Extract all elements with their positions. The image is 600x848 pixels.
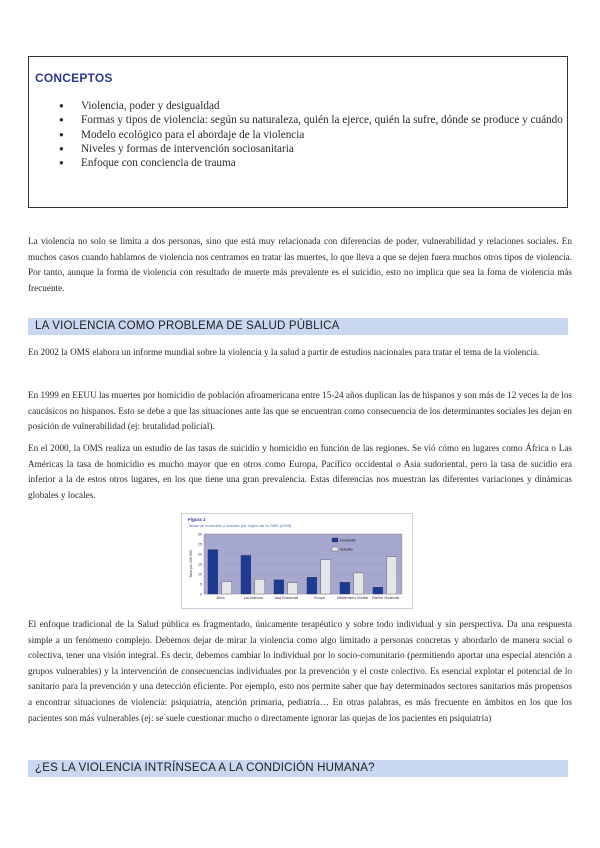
section-heading-salud-publica: LA VIOLENCIA COMO PROBLEMA DE SALUD PÚBLICA	[28, 318, 568, 335]
chart-subtitle: Tasas de homicidio y suicidio por región de la OMS (2000)	[188, 523, 292, 528]
paragraph-oms-2002: En 2002 la OMS elabora un informe mundial sobre la violencia y la salud a partir de estudios nacionales para tratar el tema de la violencia.	[28, 347, 540, 357]
list-item: ● Violencia, poder y desigualdad	[69, 99, 569, 113]
bar-homicidio	[373, 587, 383, 594]
legend-label: Suicidio	[340, 547, 353, 552]
bar-homicidio	[208, 550, 218, 594]
x-tick-label: Asia Sudoriental	[274, 596, 299, 600]
concepts-title: CONCEPTOS	[35, 71, 113, 85]
chart-svg	[182, 514, 412, 608]
bar-suicidio	[288, 583, 298, 594]
list-item: ● Enfoque con conciencia de trauma	[69, 156, 569, 170]
y-tick-label: 25	[198, 542, 202, 547]
concepts-list	[49, 99, 569, 170]
bar-suicidio	[387, 557, 397, 594]
bar-suicidio	[354, 573, 364, 594]
x-tick-label: Mediterráneo Oriental	[337, 596, 368, 600]
concepts-box	[28, 56, 568, 208]
bar-suicidio	[321, 560, 331, 594]
section-heading-condicion-humana: ¿ES LA VIOLENCIA INTRÍNSECA A LA CONDICIÓN HUMANA?	[28, 760, 568, 777]
list-item: ● Modelo ecológico para el abordaje de la violencia	[69, 128, 569, 142]
paragraph-eeuu-1999: En 1999 en EEUU las muertes por homicidio de población afroamericana entre 15-24 años duplican las de hispanos y son más de 12 veces la de los caucásicos no hispanos. Esto se debe a que las situaciones ante las que se encuentran como consecuencia de los determinantes sociales les dejan en posición de vulnerabilidad (ej: brutalidad policial).	[28, 390, 572, 432]
y-tick-label: 15	[198, 562, 202, 567]
y-tick-label: 10	[198, 572, 202, 577]
y-axis-label: Tasa por 100 000	[189, 550, 193, 578]
legend-swatch	[332, 547, 338, 551]
y-tick-label: 5	[200, 582, 202, 587]
x-tick-label: Europa	[314, 596, 325, 600]
paragraph-enfoque-tradicional: El enfoque tradicional de la Salud pública es fragmentado, únicamente terapéutico y sobre todo individual y sin perspectiva. Da una respuesta simple a un fenómeno complejo. Debemos dejar de mirar la violencia como algo limitado a personas concretas y abordarlo de manera social o colectiva, tener una visión integral. Es decir, debemos cambiar lo individual por lo socio-comunitario (permitiendo aportar una especial atención a grupos vulnerables) y la intervención de consecuencias individuales por la prevención y el coste colectivo. Es esencial explotar el potencial de lo sanitario para la prevención y una detección eficiente. Por ejemplo, esto nos permite saber que hay determinados sectores sanitarios más propensos a encontrar situaciones de violencia: psiquiatría, atención primaria, pediatría… En otras palabras, es más frecuente en ámbitos en los que los pacientes son más vulnerables (ej: se suele cuestionar mucho o directamente ignorar las quejas de los pacientes en psiquiatría)	[28, 619, 572, 723]
bar-suicidio	[222, 582, 232, 594]
y-tick-label: 30	[198, 532, 202, 537]
chart-title: Figura 1	[188, 517, 206, 522]
bar-homicidio	[340, 582, 350, 594]
x-tick-label: Las Américas	[243, 596, 264, 600]
intro-paragraph: La violencia no solo se limita a dos personas, sino que está muy relacionada con diferencias de poder, vulnerabilidad y relaciones sociales. En muchos casos cuando hablamos de violencia nos centramos en tratar las muertes, lo que lleva a que se dejen fuera muchos otros tipos de violencia. Por tanto, aunque la forma de violencia con resultado de muerte más prevalente es el suicidio, esto no implica que sea la foma de violencia más frecuente.	[28, 236, 572, 293]
x-tick-label: Pacífico Occidental	[371, 596, 400, 600]
y-tick-label: 20	[198, 552, 202, 557]
list-item: ● Formas y tipos de violencia: según su naturaleza, quién la ejerce, quién la sufre, dónde se produce y cuándo	[69, 113, 569, 127]
bar-suicidio	[255, 579, 265, 594]
y-tick-label: 0	[200, 592, 202, 597]
legend-label: Homicidio	[340, 538, 356, 543]
paragraph-oms-2000: En el 2000, la OMS realiza un estudio de las tasas de suicidio y homicidio en función de las regiones. Se vió cómo en lugares como África o Las Américas la tasa de homicidio es mucho mayor que en otros como Europa, Pacífico occidental o Asia sudoriental, pero la tasa de sucidio era inferior a la de estos otros lugares, en los que tiene una gran prevalencia. Estas diferencias nos muestran las diferentes variaciones y dinámicas globales y locales.	[28, 443, 572, 500]
list-item: ● Niveles y formas de intervención sociosanitaria	[69, 142, 569, 156]
x-tick-label: África	[216, 596, 225, 600]
bar-homicidio	[307, 577, 317, 594]
legend-swatch	[332, 538, 338, 542]
chart-figure	[181, 513, 413, 609]
bar-homicidio	[274, 580, 284, 594]
bar-homicidio	[241, 555, 251, 594]
